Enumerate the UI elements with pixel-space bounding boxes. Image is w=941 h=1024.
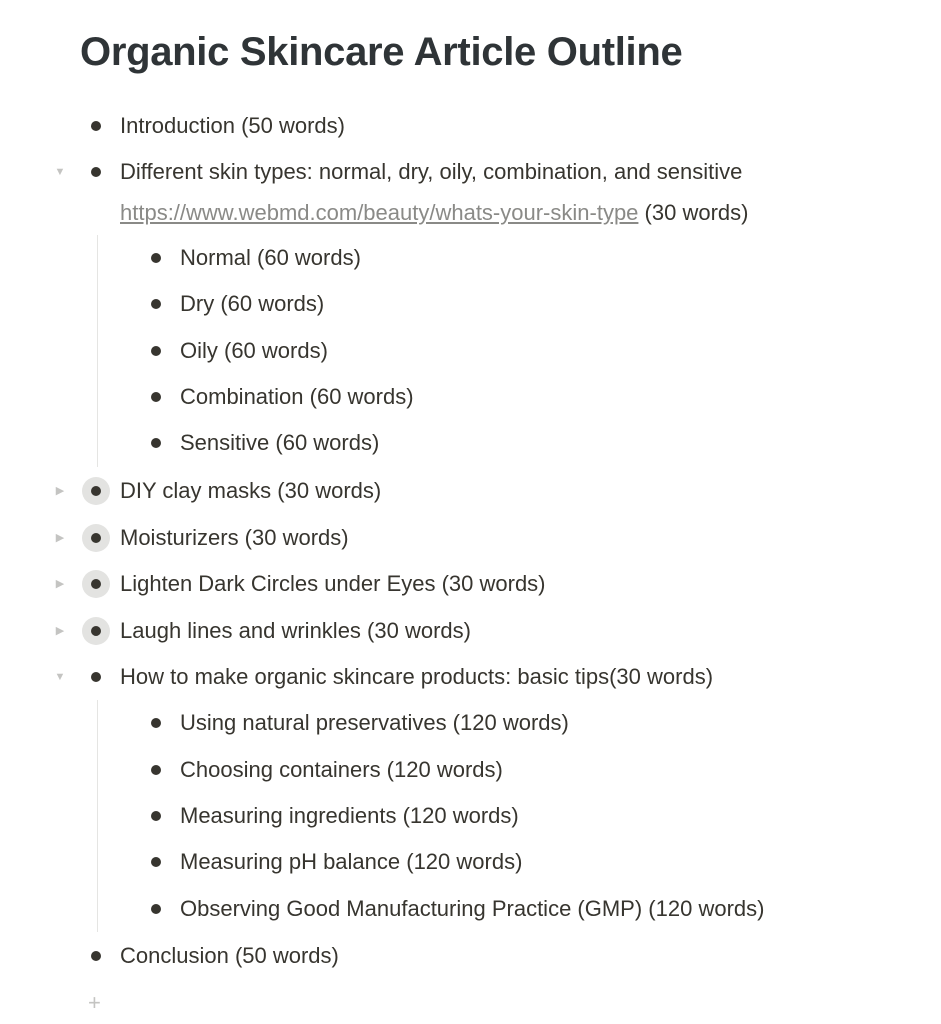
- bullet-icon: [151, 765, 161, 775]
- bullet-icon: [151, 438, 161, 448]
- list-item[interactable]: ▶ DIY clay masks (30 words): [55, 478, 382, 503]
- list-item[interactable]: ▶ Moisturizers (30 words): [55, 525, 349, 550]
- bullet-icon: [91, 486, 101, 496]
- add-block-icon[interactable]: +: [88, 990, 101, 1015]
- toggle-collapsed-icon[interactable]: ▶: [55, 625, 65, 637]
- list-item[interactable]: Observing Good Manufacturing Practice (GMP) (120 words): [0, 886, 941, 932]
- bullet-icon: [151, 904, 161, 914]
- list-item[interactable]: Oily (60 words): [0, 328, 941, 374]
- page-title: Organic Skincare Article Outline: [80, 30, 683, 74]
- list-item[interactable]: ▼ Different skin types: normal, dry, oily, combination, and sensitive https://www.webmd.com/beauty/whats-your-skin-type (30 words): [54, 159, 749, 225]
- bullet-icon: [151, 392, 161, 402]
- list-item[interactable]: Dry (60 words): [0, 281, 941, 327]
- list-item[interactable]: Using natural preservatives (120 words): [0, 700, 941, 746]
- toggle-collapsed-icon[interactable]: ▶: [55, 578, 65, 590]
- list-item[interactable]: Conclusion (50 words): [0, 933, 941, 979]
- toggle-collapsed-icon[interactable]: ▶: [55, 485, 65, 497]
- bullet-icon: [151, 253, 161, 263]
- list-item[interactable]: Sensitive (60 words): [0, 420, 941, 466]
- toggle-expanded-icon[interactable]: ▼: [54, 671, 66, 683]
- list-item[interactable]: Measuring pH balance (120 words): [0, 839, 941, 885]
- bullet-icon: [151, 811, 161, 821]
- list-item[interactable]: Measuring ingredients (120 words): [0, 793, 941, 839]
- bullet-icon: [91, 626, 101, 636]
- webmd-link[interactable]: https://www.webmd.com/beauty/whats-your-skin-type: [120, 200, 639, 225]
- bullet-icon: [151, 857, 161, 867]
- list-item[interactable]: ▼ How to make organic skincare products: basic tips(30 words): [54, 664, 714, 689]
- bullet-icon: [151, 346, 161, 356]
- bullet-icon: [91, 579, 101, 589]
- bullet-icon: [91, 533, 101, 543]
- toggle-expanded-icon[interactable]: ▼: [54, 166, 66, 178]
- bullet-icon: [151, 299, 161, 309]
- list-item[interactable]: Combination (60 words): [0, 374, 941, 420]
- bullet-icon: [91, 672, 101, 682]
- bullet-icon: [91, 121, 101, 131]
- toggle-collapsed-icon[interactable]: ▶: [55, 532, 65, 544]
- bullet-icon: [151, 718, 161, 728]
- list-item[interactable]: Choosing containers (120 words): [0, 747, 941, 793]
- list-item[interactable]: Introduction (50 words): [0, 103, 941, 149]
- list-item[interactable]: Normal (60 words): [0, 235, 941, 281]
- list-item[interactable]: ▶ Laugh lines and wrinkles (30 words): [55, 618, 471, 643]
- bullet-icon: [91, 951, 101, 961]
- bullet-icon: [91, 167, 101, 177]
- list-item[interactable]: ▶ Lighten Dark Circles under Eyes (30 words): [55, 571, 546, 596]
